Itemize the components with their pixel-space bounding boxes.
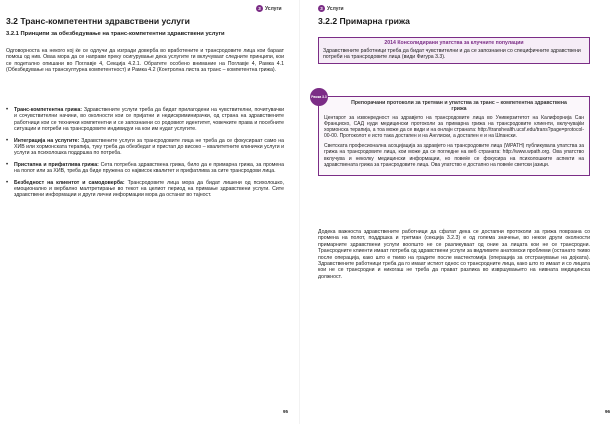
list-item-text: Здравствените услуги треба да бидат прилагодени на чувствителни, почитувачки и сочувствителни начини, во околности кои се пријатни и недискриминирачки, од страна на здравствените работници кои се технички компетентни и се запознаени со родовиот идентитет, човечките права и посебните ситуации и потреби на трансродовите индивидуи на кои им нудат услугите. <box>14 107 284 133</box>
intro-paragraph: Одговорноста на некого кој ќе се одлучи да изгради доверба во вработените и трансродовите лица кои бараат помош од нив. Оваа мора да се направи преку осигурување дека услугите ги вклучуваат следните принципи, кои се подетално опишани во Поглавје 4, Секција 4.2.1. Обратете особено внимание на Поглавје 4, Рамка 4.1 (Обезбедување на транскултурна компетентност) и Рамка 4.2 (Контролна листа за транс – компетентна грижа). <box>6 48 284 74</box>
section-tag <box>256 5 282 12</box>
list-item-term: Транс-компетентна грижа: <box>14 107 83 113</box>
right-page <box>300 0 610 424</box>
page-number: 95 <box>283 409 289 414</box>
body-paragraph: Додека важноста здравствените работници да сфатат дека се достапни протоколи за грижа поврзана со промена на полот, поддршка и третман (секција 3.2.3) е од голема значење, во некои други околности примарните здравствени услуги воопшто не се разликуваат од оние за лицата кои не се трансродни. Трансродните клиенти имаат потреба од здравствени услуги за видливите анатомски проблеми (останато ткиво после операција, како што е ткиво на градите после мастектомија (операција за отстранување на дојката). Здравствените работници треба да го имаат истиот однос со трансродните лица, како што го имаат и со лицата кои не се трансродни и никогаш не треба да прават разлика во извршувањето на нивната медицинска должност. <box>318 229 590 280</box>
section-tag-label: Услуги <box>265 5 282 12</box>
protocols-box-paragraph: Светската професионална асоцијација за здравјето на трансродовите лица (WPATH) публикувала упатства за грижа на трансродовите лица, кои може да се погледне на веб страната: http://www.wpath.org. Ова упатство вклучува и неколку медицински информации, но повеќе се фокусира на психолошките аспекти на здравствената грижа за трансродовите лица. Ова упатство е достапно на повеќе светски јазици. <box>324 143 584 168</box>
section-tag-label: Услуги <box>327 5 344 12</box>
list-item-term: Безбедност на клиентот и самодоверба: <box>14 179 125 186</box>
guidelines-box-title: 2014 Консолидирани упатства за клучните популации <box>384 40 524 46</box>
section-number-badge: 3 <box>318 5 325 12</box>
list-item-text: Трансродовите лица мора да бидат лишени од психолошко, емоционално и вербално малтретирање во текот на целиот период на примање здравствени услуги. Сите здравствени информации и други лични информации мора да останат во тајност. <box>14 179 284 199</box>
page-number: 96 <box>605 409 610 414</box>
principles-list <box>6 107 284 204</box>
guidelines-box-text: Здравствените работници треба да бидат чувствителни и да се запознаени со специфичните здравствени потреби на трансродовите лица (види Фигура 3.3). <box>323 48 581 61</box>
section-number-badge: 3 <box>256 5 263 12</box>
list-item-text: Здравствените услуги за трансродовите лица не треба да се фокусираат само на ХИВ или хормонската терапија, туку треба да обезбедат и пристап до високо – квалитетните клинички услуги и услуги за психолошка поддршка по потреба. <box>14 137 284 157</box>
list-item <box>6 138 284 157</box>
section-heading: 3.2.2 Примарна грижа <box>318 16 410 26</box>
section-heading: 3.2 Транс-компетентни здравствени услуги <box>6 16 190 26</box>
protocols-box <box>318 96 590 176</box>
list-item-term: Пристапна и прифатлива грижа: <box>14 161 99 168</box>
list-item <box>6 107 284 133</box>
box-number-badge: Рамка 3.3 <box>310 88 328 106</box>
list-item <box>6 162 284 175</box>
section-tag <box>318 5 344 12</box>
list-item-text: Сета потребна здравствена грижа, било да е примарна грижа, за промена на полот или за ХИВ, треба да биде пружена со највисок квалитет и прифатлива за сите трансродови лица. <box>14 161 285 175</box>
left-page <box>0 0 300 424</box>
list-item-term: Интеграција на услугите: <box>14 137 80 144</box>
subsection-heading: 3.2.1 Принципи за обезбедување на транс-компетентни здравствени услуги <box>6 31 225 37</box>
list-item <box>6 180 284 199</box>
guidelines-box <box>318 37 590 64</box>
protocols-box-title: Препорачани протоколи за третман и упатства за транс – компетентна здравствена грижа <box>351 100 567 112</box>
protocols-box-paragraph: Центарот за извонредност на здравјето на трансродовите лица во Универзитетот на Калифорнија Сан Франциско, САД нуди медицински протоколи за примарна грижа на трансродовите клиенти, вклучувајќи хормонска терапија, а тоа може да се види и на онлајн страната: http://transhealth.ucsf.edu/trans?page=protocol-00-00. Протоколот е исто така достапен и на Англиски, а достапен е и на Шпански. <box>324 115 584 140</box>
